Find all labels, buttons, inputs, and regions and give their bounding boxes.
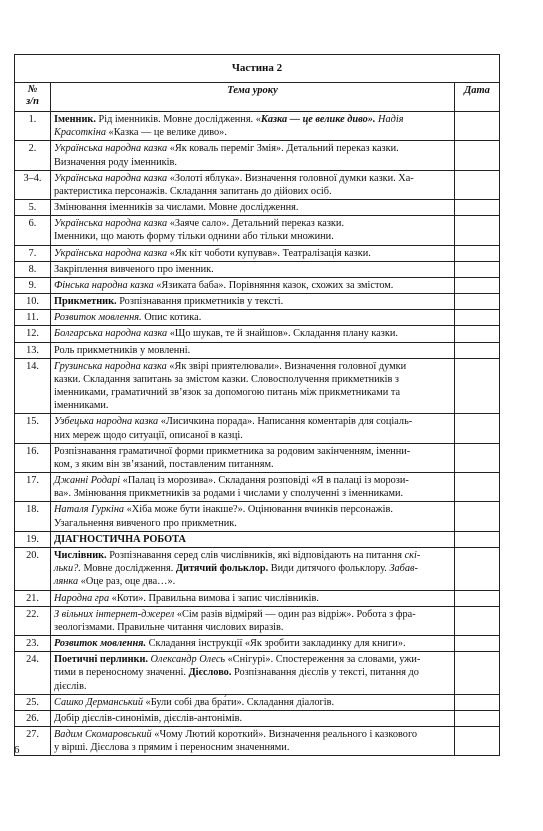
lesson-number: 7. <box>15 245 51 261</box>
topic-text-segment: «Снігурі». Спостереження за словами, ужи- <box>225 654 421 666</box>
lesson-number: 14. <box>15 358 51 414</box>
topic-line <box>54 621 451 634</box>
topic-line <box>54 712 451 725</box>
lesson-number: 3–4. <box>15 170 51 199</box>
topic-text-segment: Опис котика. <box>141 312 202 324</box>
topic-line <box>54 728 451 741</box>
lesson-date-cell <box>455 245 500 261</box>
topic-text-segment: них мереж щодо ситуації, описаної в казці. <box>54 429 243 441</box>
topic-line <box>54 327 451 340</box>
table-row <box>15 141 500 170</box>
lesson-topic <box>51 261 455 277</box>
lesson-date-cell <box>455 473 500 502</box>
lesson-number: 18. <box>15 502 51 531</box>
lesson-number: 16. <box>15 443 51 472</box>
lesson-topic <box>51 141 455 170</box>
topic-line <box>54 458 451 471</box>
topic-text-segment: Надія <box>375 114 404 125</box>
topic-text-segment: лянка <box>54 576 79 588</box>
lesson-date-cell <box>455 710 500 726</box>
lesson-date-cell <box>455 502 500 531</box>
topic-line <box>54 549 451 562</box>
topic-text-segment: Узагальнення вивченого про прикметник. <box>54 517 237 529</box>
lesson-topic <box>51 502 455 531</box>
topic-text-segment: Вадим Скомаровський <box>54 729 152 741</box>
lesson-date-cell <box>455 414 500 443</box>
table-row <box>15 216 500 245</box>
topic-text-segment: Роль прикметників у мовленні. <box>54 344 191 356</box>
lesson-topic <box>51 112 455 141</box>
topic-line <box>54 201 451 214</box>
lesson-topic <box>51 245 455 261</box>
topic-text-segment: З вільних інтернет-джерел <box>54 608 175 620</box>
lesson-date-cell <box>455 606 500 635</box>
lesson-number: 27. <box>15 727 51 756</box>
topic-line <box>54 680 451 693</box>
lesson-date-cell <box>455 590 500 606</box>
topic-line <box>54 279 451 292</box>
topic-line <box>54 741 451 754</box>
lesson-number: 22. <box>15 606 51 635</box>
lesson-topic <box>51 200 455 216</box>
table-row <box>15 636 500 652</box>
topic-text-segment: Іменник. <box>54 114 96 125</box>
lesson-date-cell <box>455 141 500 170</box>
column-header-date: Дата <box>455 83 500 112</box>
topic-text-segment: Олександр Олесь <box>147 654 226 666</box>
topic-line <box>54 666 451 679</box>
table-row <box>15 547 500 590</box>
topic-line <box>54 386 451 399</box>
topic-text-segment: Фінська народна казка <box>54 279 154 291</box>
lesson-date-cell <box>455 170 500 199</box>
table-body <box>15 112 500 756</box>
topic-text-segment: іменниками, граматичний зв’язок за допомогою питань між прикметниками та <box>54 387 401 399</box>
topic-text-segment: Українська народна казка <box>54 247 168 259</box>
topic-text-segment: «Заяче сало». Детальний переказ казки. <box>167 218 345 230</box>
topic-line <box>54 608 451 621</box>
lesson-plan-table <box>14 54 500 756</box>
topic-text-segment: «Лисичкина порада». Написання коментарів для соціаль- <box>158 416 413 428</box>
table-row <box>15 473 500 502</box>
topic-text-segment: Поетичні перлинки. <box>54 654 148 666</box>
topic-line <box>54 263 451 276</box>
table-row <box>15 710 500 726</box>
topic-line <box>54 142 451 155</box>
lesson-number: 26. <box>15 710 51 726</box>
topic-line <box>54 533 451 546</box>
topic-text-segment: Болгарська народна казка <box>54 328 168 340</box>
topic-line <box>54 575 451 588</box>
topic-text-segment: Узбецька народна казка <box>54 416 159 428</box>
lesson-topic <box>51 547 455 590</box>
lesson-date-cell <box>455 326 500 342</box>
topic-text-segment: Розпізнавання дієслів у тексті, питання до <box>231 667 419 679</box>
topic-line <box>54 474 451 487</box>
page-number: 6 <box>14 744 20 756</box>
lesson-number: 13. <box>15 342 51 358</box>
lesson-number: 20. <box>15 547 51 590</box>
topic-text-segment: «Сім разів відміряй — один раз відріж». Робота з фра- <box>174 608 416 620</box>
topic-line <box>54 185 451 198</box>
topic-line <box>54 415 451 428</box>
topic-text-segment: Українська народна казка <box>54 218 168 230</box>
lesson-date-cell <box>455 277 500 293</box>
lesson-number: 15. <box>15 414 51 443</box>
lesson-date-cell <box>455 112 500 141</box>
topic-text-segment: льки?. <box>54 563 81 575</box>
topic-text-segment: Сашко Дерманський <box>54 696 143 708</box>
lesson-topic <box>51 727 455 756</box>
lesson-topic <box>51 636 455 652</box>
topic-line <box>54 172 451 185</box>
lesson-topic <box>51 531 455 547</box>
topic-text-segment: «Як кіт чоботи купував». Театралізація казки. <box>167 247 371 259</box>
table-row <box>15 200 500 216</box>
lesson-date-cell <box>455 216 500 245</box>
topic-text-segment: Наталя Гуркіна <box>54 504 125 516</box>
lesson-date-cell <box>455 547 500 590</box>
topic-text-segment: казки. Складання запитань за змістом казки. Словосполучення прикметників з <box>54 373 399 385</box>
topic-text-segment: Грузинська народна казка <box>54 360 167 372</box>
topic-text-segment: Забав- <box>389 563 418 575</box>
table-row <box>15 294 500 310</box>
table-row <box>15 358 500 414</box>
table-row <box>15 277 500 293</box>
topic-text-segment: Прикметник. <box>54 296 117 308</box>
topic-text-segment: «Коти». Правильна вимова і запис числівників. <box>109 592 319 604</box>
lesson-plan-page <box>14 54 499 756</box>
topic-text-segment: Розпізнавання серед слів числівників, які відповідають на питання <box>106 549 405 561</box>
lesson-date-cell <box>455 652 500 695</box>
topic-text-segment: у вірші. Дієслова з прямим і переносним значеннями. <box>54 742 290 754</box>
topic-text-segment: Складання інструкції «Як зробити закладинку для книги». <box>146 638 406 650</box>
topic-line <box>54 653 451 666</box>
topic-text-segment: Змінювання іменників за числами. Мовне дослідження. <box>54 202 299 214</box>
topic-text-segment: Добір дієслів-синонімів, дієслів-антонімів. <box>54 712 243 724</box>
lesson-topic <box>51 342 455 358</box>
topic-text-segment: «Палац із морозива». Складання розповіді «Я в палаці із морози- <box>120 475 409 487</box>
topic-line <box>54 344 451 357</box>
lesson-date-cell <box>455 358 500 414</box>
topic-text-segment: «Були собі два бра́ти». Складання діалогів. <box>142 696 335 708</box>
lesson-topic <box>51 170 455 199</box>
lesson-date-cell <box>455 636 500 652</box>
lesson-number: 6. <box>15 216 51 245</box>
table-row <box>15 326 500 342</box>
topic-line <box>54 247 451 260</box>
topic-line <box>54 487 451 500</box>
lesson-topic <box>51 358 455 414</box>
lesson-number: 8. <box>15 261 51 277</box>
topic-text-segment: «Оце раз, оце два…». <box>78 576 176 588</box>
table-row <box>15 590 500 606</box>
topic-text-segment: Українська народна казка <box>54 172 168 184</box>
topic-line <box>54 429 451 442</box>
table-row <box>15 261 500 277</box>
topic-text-segment: «Казка — це велике диво». <box>105 127 227 139</box>
topic-text-segment: Іменники, що мають форму тільки однини або тільки множини. <box>54 231 334 243</box>
lesson-date-cell <box>455 310 500 326</box>
lesson-number: 24. <box>15 652 51 695</box>
lesson-topic <box>51 694 455 710</box>
lesson-number: 12. <box>15 326 51 342</box>
table-row <box>15 310 500 326</box>
topic-text-segment: Рід іменників. Мовне дослідження. « <box>95 114 261 125</box>
lesson-number: 11. <box>15 310 51 326</box>
part-title: Частина 2 <box>15 55 500 83</box>
topic-line <box>54 230 451 243</box>
lesson-topic <box>51 294 455 310</box>
lesson-topic <box>51 590 455 606</box>
table-row <box>15 342 500 358</box>
topic-text-segment: Розвиток мовлення. <box>54 638 147 650</box>
lesson-number: 2. <box>15 141 51 170</box>
lesson-date-cell <box>455 342 500 358</box>
topic-text-segment: Закріплення вивченого про іменник. <box>54 263 214 275</box>
lesson-number: 9. <box>15 277 51 293</box>
topic-text-segment: скі- <box>404 549 421 561</box>
topic-line <box>54 113 451 126</box>
topic-text-segment: Красоткіна <box>54 127 106 139</box>
topic-text-segment: «Хіба може бути інакше?». Оцінювання вчинків персонажів. <box>124 504 393 516</box>
topic-line <box>54 373 451 386</box>
topic-text-segment: Дитячий фольклор. <box>175 563 269 575</box>
topic-text-segment: «Як коваль переміг Змія». Детальний переказ казки. <box>167 143 399 155</box>
topic-line <box>54 399 451 412</box>
table-row <box>15 112 500 141</box>
table-row <box>15 170 500 199</box>
lesson-number: 19. <box>15 531 51 547</box>
topic-text-segment: Казка — це велике диво». <box>260 114 376 125</box>
lesson-topic <box>51 310 455 326</box>
topic-text-segment: Види дитячого фольклору. <box>268 563 390 575</box>
table-row <box>15 443 500 472</box>
topic-line <box>54 517 451 530</box>
lesson-date-cell <box>455 294 500 310</box>
lesson-topic <box>51 652 455 695</box>
topic-text-segment: «Чому Лютий короткий». Визначення реального і казкового <box>151 729 418 741</box>
topic-text-segment: «Язиката баба». Порівняння казок, схожих за змістом. <box>153 279 394 291</box>
lesson-number: 1. <box>15 112 51 141</box>
topic-line <box>54 217 451 230</box>
lesson-date-cell <box>455 443 500 472</box>
topic-text-segment: «Золоті яблука». Визначення головної думки казки. Ха- <box>167 172 414 184</box>
topic-line <box>54 126 451 139</box>
lesson-number: 25. <box>15 694 51 710</box>
lesson-date-cell <box>455 727 500 756</box>
table-row <box>15 245 500 261</box>
lesson-topic <box>51 326 455 342</box>
topic-text-segment: зеологізмами. Правильне читання числових виразів. <box>54 621 284 633</box>
topic-line <box>54 360 451 373</box>
topic-text-segment: тими в переносному значенні. <box>54 667 189 679</box>
table-header-row <box>15 83 500 112</box>
topic-text-segment: Визначення роду іменників. <box>54 156 177 168</box>
topic-text-segment: Народна гра <box>54 592 110 604</box>
topic-text-segment: рактеристика персонажів. Складання запитань до дійових осіб. <box>54 185 332 197</box>
topic-text-segment: Українська народна казка <box>54 143 168 155</box>
table-row <box>15 531 500 547</box>
column-header-topic: Тема уроку <box>51 83 455 112</box>
topic-text-segment: Розпізнавання прикметників у тексті. <box>116 296 284 308</box>
topic-text-segment: дієслів. <box>54 680 87 692</box>
lesson-topic <box>51 414 455 443</box>
lesson-topic <box>51 216 455 245</box>
table-row <box>15 694 500 710</box>
topic-line <box>54 696 451 709</box>
lesson-topic <box>51 277 455 293</box>
table-row <box>15 414 500 443</box>
topic-line <box>54 295 451 308</box>
table-row <box>15 652 500 695</box>
topic-text-segment: Числівник. <box>54 549 107 561</box>
lesson-topic <box>51 710 455 726</box>
lesson-number: 23. <box>15 636 51 652</box>
lesson-topic <box>51 606 455 635</box>
topic-line <box>54 592 451 605</box>
table-row <box>15 606 500 635</box>
topic-text-segment: Мовне дослідження. <box>80 563 176 575</box>
lesson-date-cell <box>455 261 500 277</box>
topic-line <box>54 156 451 169</box>
lesson-date-cell <box>455 694 500 710</box>
topic-text-segment: Дієслово. <box>188 667 232 679</box>
topic-text-segment: Розпізнавання граматичної форми прикметника за родовим закінченням, іменни- <box>54 445 411 457</box>
topic-text-segment: ДІАГНОСТИЧНА РОБОТА <box>54 533 186 545</box>
lesson-topic <box>51 443 455 472</box>
lesson-number: 10. <box>15 294 51 310</box>
lesson-number: 5. <box>15 200 51 216</box>
topic-text-segment: ком, з яким він зв’язаний, поставленим питанням. <box>54 458 274 470</box>
topic-text-segment: «Як звірі приятелювали». Визначення головної думки <box>166 360 407 372</box>
table-row <box>15 727 500 756</box>
topic-line <box>54 311 451 324</box>
column-header-number: № з/п <box>15 83 51 112</box>
topic-line <box>54 503 451 516</box>
lesson-topic <box>51 473 455 502</box>
topic-line <box>54 445 451 458</box>
lesson-date-cell <box>455 200 500 216</box>
topic-text-segment: Джанні Родарі <box>54 475 121 487</box>
topic-text-segment: Розвиток мовлення. <box>54 312 142 324</box>
topic-line <box>54 562 451 575</box>
lesson-number: 17. <box>15 473 51 502</box>
lesson-number: 21. <box>15 590 51 606</box>
table-row <box>15 502 500 531</box>
topic-text-segment: ва». Змінювання прикметників за родами і числами у сполученні з іменниками. <box>54 488 404 500</box>
lesson-date-cell <box>455 531 500 547</box>
topic-text-segment: іменниками. <box>54 400 109 412</box>
topic-line <box>54 637 451 650</box>
topic-text-segment: «Що шукав, те й знайшов». Складання плану казки. <box>167 328 398 340</box>
